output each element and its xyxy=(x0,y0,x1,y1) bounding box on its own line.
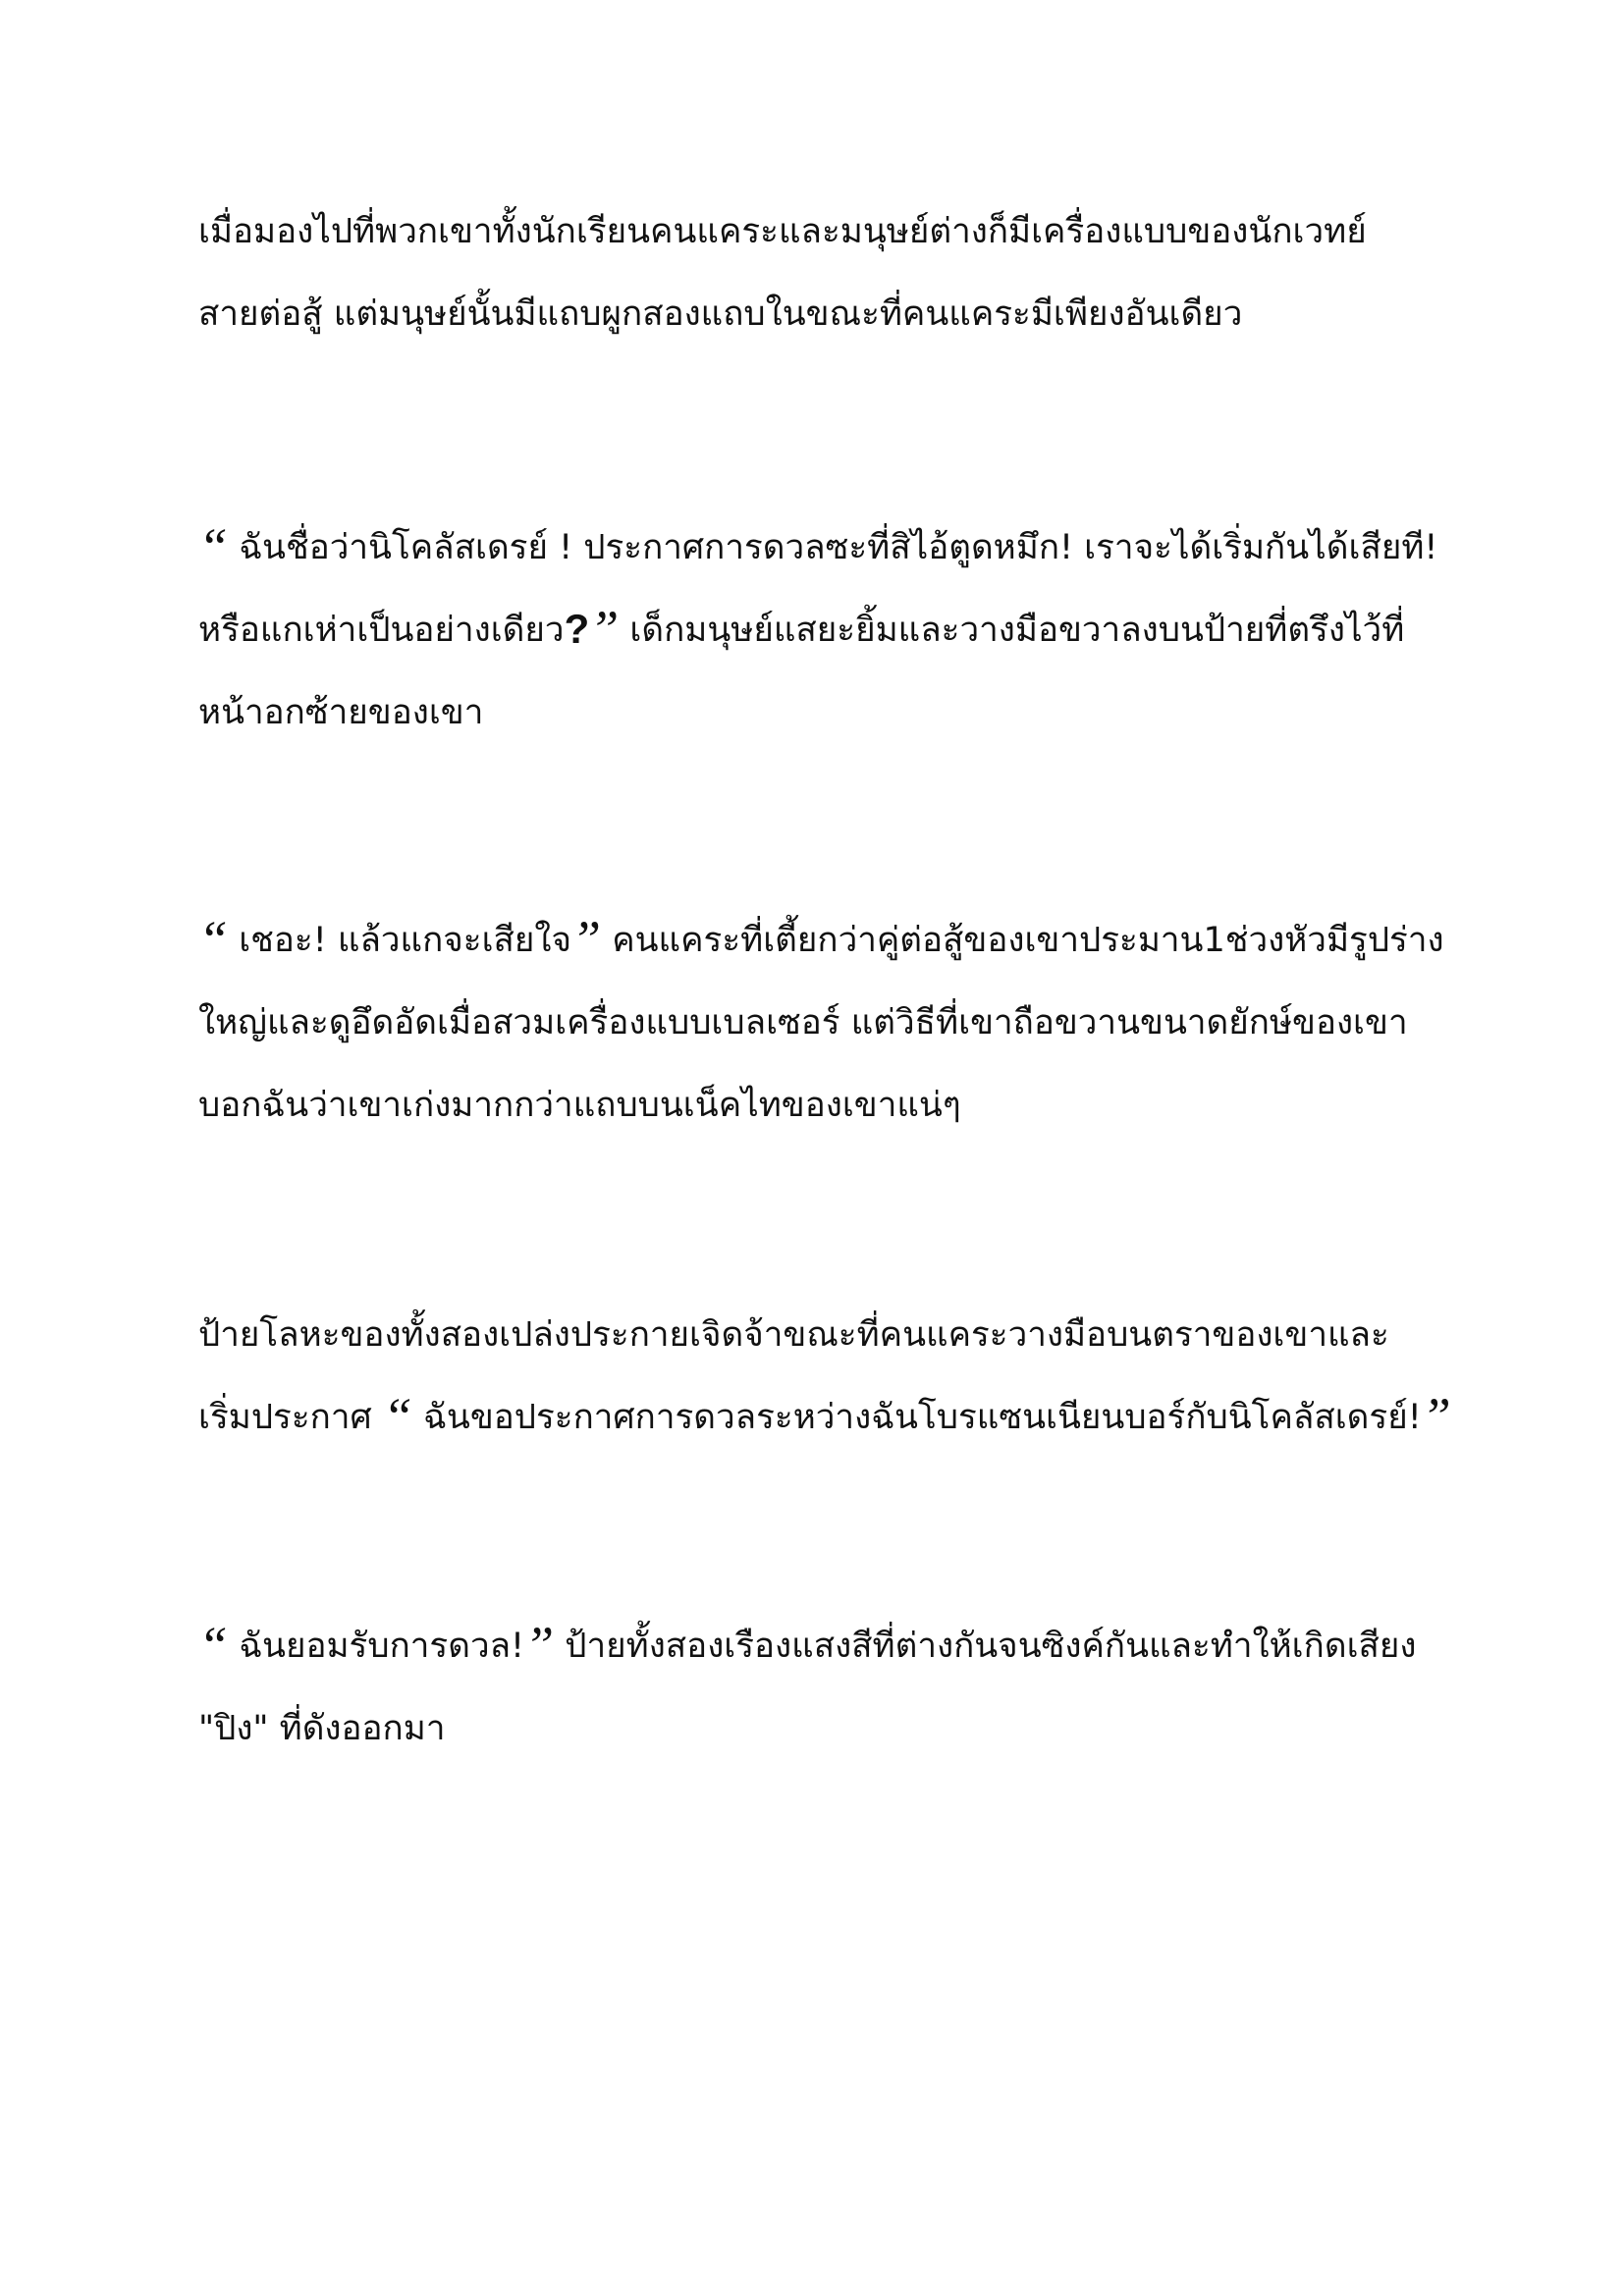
paragraph-1-line-1: เมื่อมองไปที่พวกเขาทั้งนักเรียนคนแคระและมนุษย์ต่างก็มีเครื่องแบบของนักเวทย์ xyxy=(198,212,1367,251)
paragraph-3-line-2: ใหญ่และดูอึดอัดเมื่อสวมเครื่องแบบเบลเซอร์ แต่วิธีที่เขาถือขวานขนาดยักษ์ของเขา xyxy=(198,1003,1408,1042)
question-mark: ? xyxy=(564,606,590,652)
close-quote-mark: ” xyxy=(589,600,620,659)
paragraph-2-line-3: หน้าอกซ้ายของเขา xyxy=(198,693,484,732)
paragraph-3-line-3: บอกฉันว่าเขาเก่งมากกว่าแถบบนเน็คไทของเขาแน่ๆ xyxy=(198,1086,961,1125)
paragraph-3-line-1 xyxy=(198,899,1445,982)
narration-text: คนแคระที่เตี้ยกว่าคู่ต่อสู้ของเขาประมาน1ช่วงหัวมีรูปร่าง xyxy=(612,921,1444,960)
open-quote-mark: “ xyxy=(198,1616,229,1675)
narration-text: เด็กมนุษย์แสยะยิ้มและวางมือขวาลงบนป้ายที่ตรึงไว้ที่ xyxy=(629,611,1405,650)
narration-text: ป้ายทั้งสองเรืองแสงสีที่ต่างกันจนซิงค์กันและทำให้เกิดเสียง xyxy=(565,1627,1417,1666)
open-quote-mark: “ xyxy=(198,517,229,576)
paragraph-4 xyxy=(198,1294,1451,1459)
open-quote-mark: “ xyxy=(382,1387,412,1446)
narration-text: เริ่มประกาศ xyxy=(198,1398,372,1437)
paragraph-5-line-2: "ปิง" ที่ดังออกมา xyxy=(198,1709,446,1748)
paragraph-3 xyxy=(198,899,1445,1147)
close-quote-mark: ” xyxy=(1421,1387,1451,1446)
paragraph-4-line-2 xyxy=(198,1376,1451,1459)
close-quote-mark: ” xyxy=(571,910,602,969)
paragraph-1-line-2: สายต่อสู้ แต่มนุษย์นั้นมีแถบผูกสองแถบในขณะที่คนแคระมีเพียงอันเดียว xyxy=(198,294,1243,334)
paragraph-2-line-2 xyxy=(198,589,1445,671)
paragraph-4-line-1: ป้ายโลหะของทั้งสองเปล่งประกายเจิดจ้าขณะที่คนแคระวางมือบนตราของเขาและ xyxy=(198,1315,1389,1355)
open-quote-mark: “ xyxy=(198,910,229,969)
paragraph-5-line-1 xyxy=(198,1605,1445,1687)
paragraph-1 xyxy=(198,190,1445,355)
dialogue-text: ฉันขอประกาศการดวลระหว่างฉันโบรแซนเนียนบอร์กับนิโคลัสเดรย์! xyxy=(423,1398,1422,1437)
dialogue-text: ฉันยอมรับการดวล! xyxy=(239,1627,525,1666)
dialogue-text: หรือแกเห่าเป็นอย่างเดียว xyxy=(198,611,565,650)
close-quote-mark: ” xyxy=(524,1616,555,1675)
paragraph-5 xyxy=(198,1605,1445,1770)
dialogue-text: เชอะ! แล้วแกจะเสียใจ xyxy=(239,921,572,960)
paragraph-2-line-1 xyxy=(198,507,1445,589)
dialogue-text: ฉันชื่อว่านิโคลัสเดรย์ ! ประกาศการดวลซะที่สิไอ้ตูดหมึก! เราจะได้เริ่มกันได้เสียที! xyxy=(239,528,1438,567)
paragraph-2 xyxy=(198,507,1445,754)
